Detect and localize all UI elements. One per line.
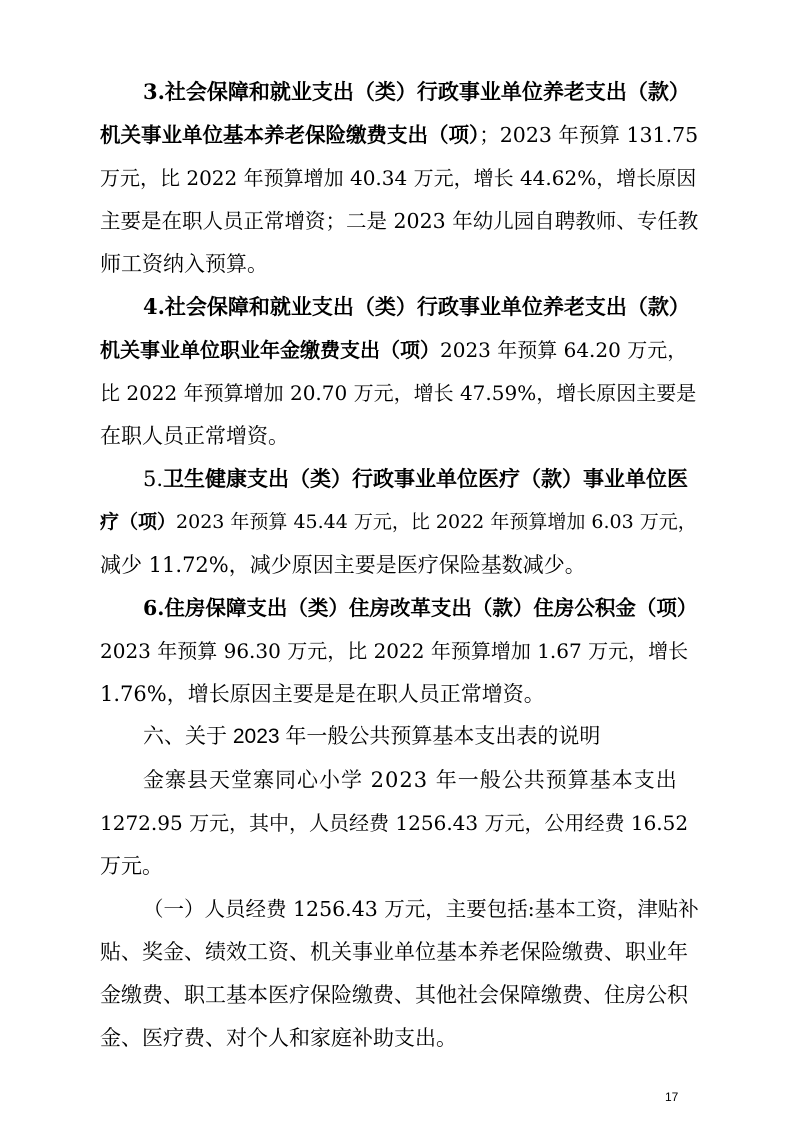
p2-line-2-bold: 机关事业单位职业年金缴费支出（项） [100,338,440,362]
p1-line-3: 万元，比 2022 年预算增加 40.34 万元，增长 44.62%，增长原因 [100,166,697,190]
p5-line-3: 万元。 [100,854,163,878]
p4-line-3: 1.76%，增长原因主要是是在职人员正常增资。 [100,682,545,706]
p1-line-1: 3.社会保障和就业支出（类）行政事业单位养老支出（款） [143,79,690,104]
p6-line-2: 贴、奖金、绩效工资、机关事业单位基本养老保险缴费、职业年 [100,940,688,964]
p4-line-1: 6.住房保障支出（类）住房改革支出（款）住房公积金（项） [143,596,698,620]
p1-line-4: 主要是在职人员正常增资；二是 2023 年幼儿园自聘教师、专任教 [100,209,699,233]
section-heading: 六、关于 2023 年一般公共预算基本支出表的说明 [143,725,601,748]
p1-line-5: 师工资纳入预算。 [100,252,268,276]
p3-line-1 [143,464,688,494]
p3-line-2-rest: 2023 年预算 45.44 万元，比 2022 年预算增加 6.03 万元， [176,511,697,533]
p2-line-3: 比 2022 年预算增加 20.70 万元，增长 47.59%，增长原因主要是 [100,381,697,405]
p6-line-1: （一）人员经费 1256.43 万元，主要包括:基本工资，津贴补 [143,897,699,921]
p1-line-2-bold: 机关事业单位基本养老保险缴费支出（项） [100,123,480,147]
p3-line-2 [100,507,697,537]
p2-line-1: 4.社会保障和就业支出（类）行政事业单位养老支出（款） [143,294,690,319]
p6-line-4: 金、医疗费、对个人和家庭补助支出。 [100,1026,457,1050]
p3-line-1-num: 5. [143,467,164,491]
p3-line-3: 减少 11.72%，减少原因主要是医疗保险基数减少。 [100,553,586,577]
p1-line-2-rest: ；2023 年预算 131.75 [479,123,699,147]
p2-line-2-rest: 2023 年预算 64.20 万元， [440,338,688,362]
p3-line-1-bold: 卫生健康支出（类）行政事业单位医疗（款）事业单位医 [163,466,689,491]
p5-line-2: 1272.95 万元，其中，人员经费 1256.43 万元，公用经费 16.52 [100,811,689,835]
p2-line-2 [100,335,687,365]
p4-line-2: 2023 年预算 96.30 万元，比 2022 年预算增加 1.67 万元，增长 [100,639,689,663]
page-number: 17 [665,1090,679,1104]
p5-line-1: 金寨县天堂寨同心小学 2023 年一般公共预算基本支出 [143,768,678,792]
p2-line-4: 在职人员正常增资。 [100,424,289,448]
p6-line-3: 金缴费、职工基本医疗保险缴费、其他社会保障缴费、住房公积 [100,983,688,1007]
p1-line-2 [100,120,698,150]
p3-line-2-bold: 疗（项） [100,511,177,533]
